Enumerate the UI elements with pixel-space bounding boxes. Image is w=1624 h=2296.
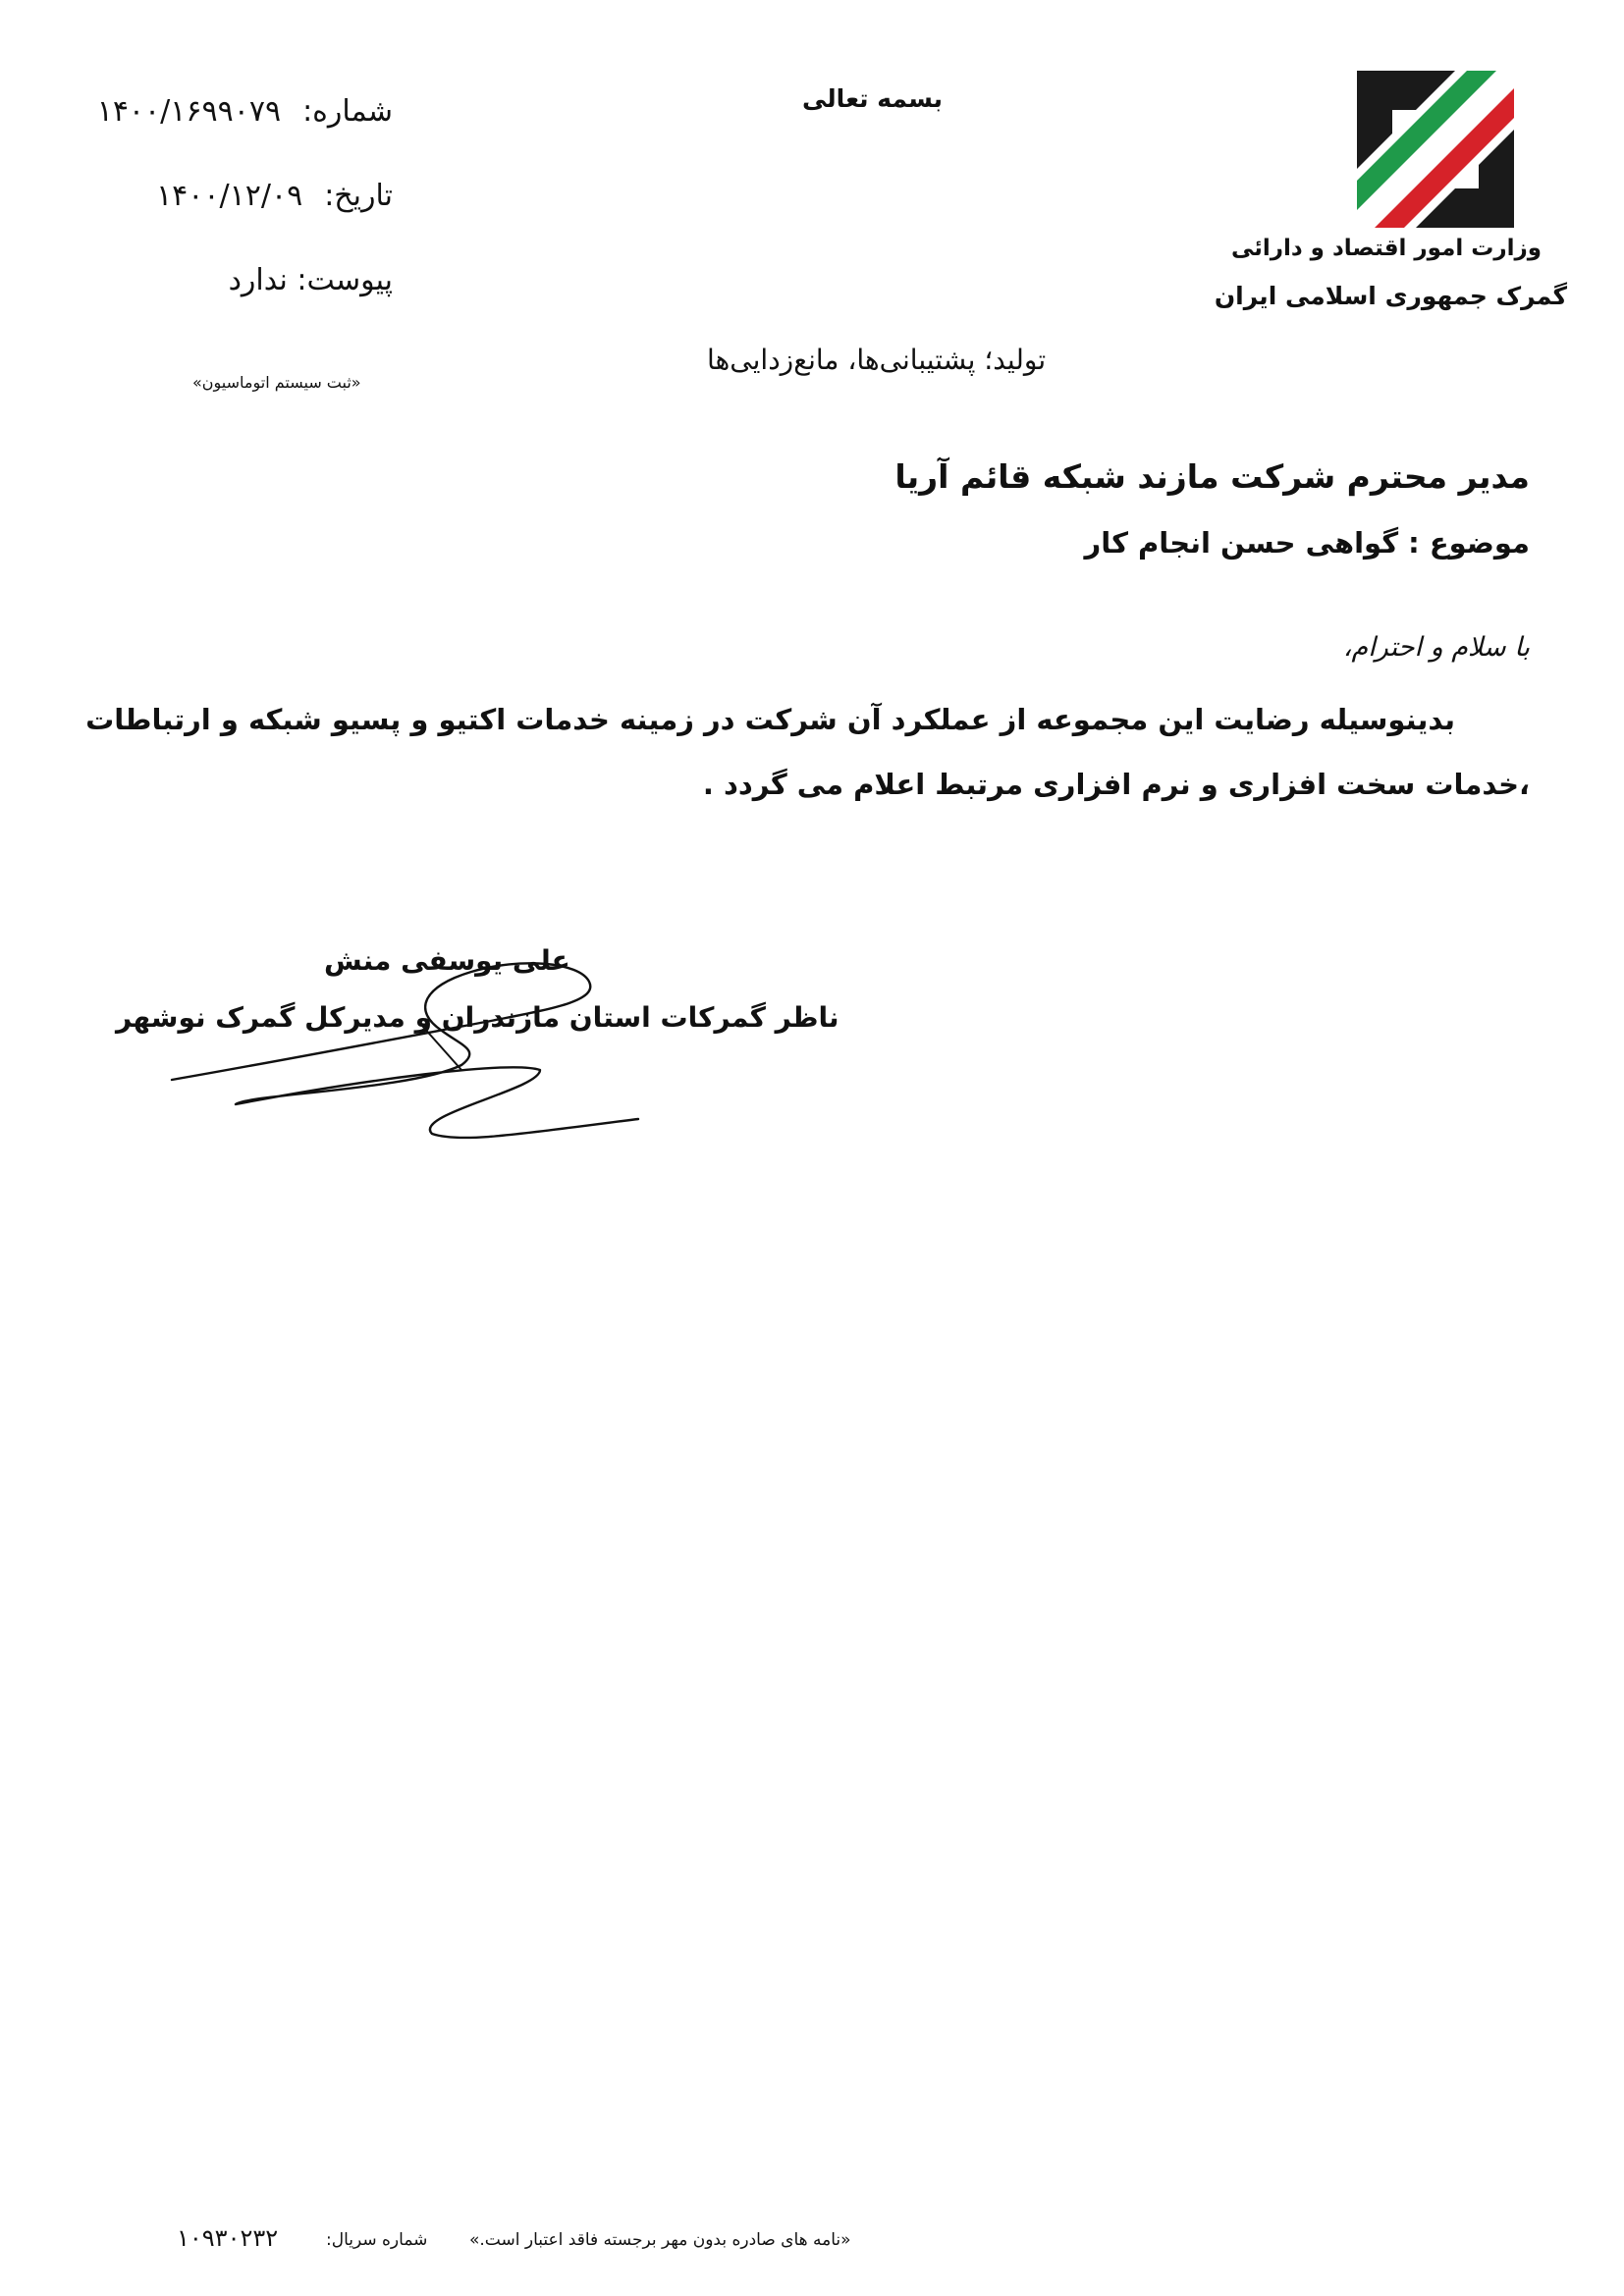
letter-body [85,687,1530,817]
footer-note: «نامه های صادره بدون مهر برجسته فاقد اعتبار است.» [469,2230,851,2250]
signer-name: علی یوسفی منش [324,944,570,977]
attachment-value: ندارد [228,263,288,297]
letter-date [156,179,393,213]
handwritten-signature-icon [167,933,658,1148]
body-line-2: ،خدمات سخت افزاری و نرم افزاری مرتبط اعلام می گردد . [702,768,1530,801]
organization-name: گمرک جمهوری اسلامی ایران [1214,282,1567,310]
customs-logo-icon [1357,71,1514,228]
subject: موضوع : گواهی حسن انجام کار [1084,526,1530,560]
letter-attachment [229,263,393,297]
serial-label: شماره سریال: [326,2230,428,2250]
serial-value: ۱۰۹۳۰۲۳۲ [177,2224,279,2252]
invocation-heading: بسمه تعالی [802,84,944,113]
greeting: با سلام و احترام، [1342,632,1530,663]
body-line-1: بدینوسیله رضایت این مجموعه از عملکرد آن شرکت در زمینه خدمات اکتیو و پسیو شبکه و ارتباطات [85,703,1455,736]
date-value: ۱۴۰۰/۱۲/۰۹ [156,179,303,213]
number-value: ۱۴۰۰/۱۶۹۹۰۷۹ [96,94,282,129]
attachment-label: پیوست: [297,263,393,297]
date-label: تاریخ: [324,179,393,213]
ministry-name: وزارت امور اقتصاد و دارائی [1230,236,1542,261]
number-label: شماره: [302,94,393,129]
signer-title: ناظر گمرکات استان مازندران و مدیرکل گمرک نوشهر [116,1001,839,1034]
recipient: مدیر محترم شرکت مازند شبکه قائم آریا [894,457,1530,496]
letter-number [97,94,393,129]
year-slogan: تولید؛ پشتیبانی‌ها، مانع‌زدایی‌ها [707,344,1047,376]
automation-note: «ثبت سیستم اتوماسیون» [192,373,361,392]
